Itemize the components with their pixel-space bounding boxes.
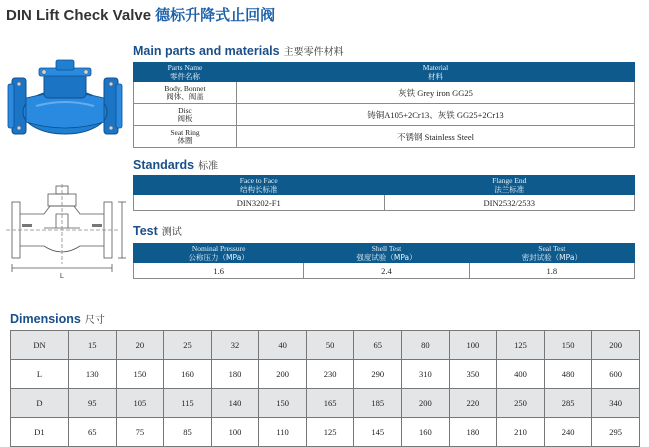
col-shell-zh: 强度试验（MPa） bbox=[356, 253, 417, 262]
col-face-to-face bbox=[134, 176, 385, 195]
row-label: L bbox=[11, 360, 69, 389]
dim-cell: 165 bbox=[306, 389, 354, 418]
dim-cell: 250 bbox=[497, 389, 545, 418]
page-title-zh: 德标升降式止回阀 bbox=[155, 6, 276, 24]
dim-cell: 400 bbox=[497, 360, 545, 389]
dim-cell: 140 bbox=[211, 389, 259, 418]
dim-cell: 310 bbox=[402, 360, 450, 389]
table-row bbox=[134, 104, 635, 126]
standards-table bbox=[133, 175, 635, 211]
part-cell bbox=[134, 82, 237, 104]
dim-cell: 125 bbox=[497, 331, 545, 360]
dim-cell: 180 bbox=[449, 418, 497, 447]
dim-cell: 220 bbox=[449, 389, 497, 418]
dim-cell: 105 bbox=[116, 389, 164, 418]
dim-cell: 125 bbox=[306, 418, 354, 447]
dimensions-row-l bbox=[11, 360, 640, 389]
dim-cell: 350 bbox=[449, 360, 497, 389]
col-material-zh: 材料 bbox=[428, 72, 443, 81]
dim-cell: 340 bbox=[592, 389, 640, 418]
dim-cell: 75 bbox=[116, 418, 164, 447]
dim-cell: 65 bbox=[69, 418, 117, 447]
dim-cell: 150 bbox=[259, 389, 307, 418]
material-cell: 灰铁 Grey iron GG25 bbox=[237, 82, 635, 104]
part-cell bbox=[134, 126, 237, 148]
dim-cell: 230 bbox=[306, 360, 354, 389]
table-row bbox=[134, 82, 635, 104]
dim-cell: 40 bbox=[259, 331, 307, 360]
dim-cell: 150 bbox=[544, 331, 592, 360]
table-row bbox=[134, 126, 635, 148]
col-flange-end bbox=[384, 176, 635, 195]
part-en: Seat Ring bbox=[170, 127, 200, 137]
drawing-label-L: L bbox=[60, 273, 64, 280]
col-shell-test bbox=[304, 244, 469, 263]
part-zh: 阀体、阀盖 bbox=[166, 91, 204, 101]
test-heading-zh: 测试 bbox=[161, 227, 182, 238]
col-shell-en: Shell Test bbox=[371, 244, 402, 253]
col-flange-zh: 法兰标准 bbox=[494, 185, 525, 194]
main-parts-heading-zh: 主要零件材料 bbox=[283, 47, 344, 58]
standards-heading-zh: 标准 bbox=[198, 161, 219, 172]
dim-cell: 20 bbox=[116, 331, 164, 360]
dimensions-row-d1 bbox=[11, 418, 640, 447]
dim-cell: 480 bbox=[544, 360, 592, 389]
main-parts-heading bbox=[133, 42, 344, 60]
part-zh: 体圈 bbox=[177, 135, 193, 145]
seal-value: 1.8 bbox=[469, 263, 634, 279]
material-cell: 铸铜A105+2Cr13、灰铁 GG25+2Cr13 bbox=[237, 104, 635, 126]
part-en: Body, Bonnet bbox=[164, 83, 206, 93]
dim-cell: 180 bbox=[211, 360, 259, 389]
table-row bbox=[134, 195, 635, 211]
col-nominal-pressure bbox=[134, 244, 304, 263]
col-part-name bbox=[134, 63, 237, 82]
shell-value: 2.4 bbox=[304, 263, 469, 279]
row-label: DN bbox=[11, 331, 69, 360]
col-nominal-en: Nominal Pressure bbox=[191, 244, 246, 253]
dim-cell: 160 bbox=[402, 418, 450, 447]
dimensions-heading-zh: 尺寸 bbox=[84, 315, 105, 326]
dim-cell: 285 bbox=[544, 389, 592, 418]
dimensions-heading bbox=[10, 310, 105, 328]
nominal-value: 1.6 bbox=[134, 263, 304, 279]
dim-cell: 600 bbox=[592, 360, 640, 389]
col-material bbox=[237, 63, 635, 82]
standards-heading bbox=[133, 156, 218, 174]
dim-cell: 65 bbox=[354, 331, 402, 360]
dim-cell: 85 bbox=[164, 418, 212, 447]
dim-cell: 25 bbox=[164, 331, 212, 360]
row-label: D bbox=[11, 389, 69, 418]
dim-cell: 100 bbox=[211, 418, 259, 447]
col-seal-en: Seal Test bbox=[538, 244, 566, 253]
material-cell: 不锈钢 Stainless Steel bbox=[237, 126, 635, 148]
col-seal-zh: 密封试验（MPa） bbox=[521, 253, 582, 262]
main-parts-table bbox=[133, 62, 635, 148]
test-heading-en: Test bbox=[133, 224, 158, 238]
dim-cell: 200 bbox=[259, 360, 307, 389]
dim-cell: 100 bbox=[449, 331, 497, 360]
dim-cell: 80 bbox=[402, 331, 450, 360]
valve-section-drawing bbox=[4, 184, 128, 280]
dimensions-row-dn bbox=[11, 331, 640, 360]
dimensions-row-d bbox=[11, 389, 640, 418]
dim-cell: 185 bbox=[354, 389, 402, 418]
dim-cell: 200 bbox=[402, 389, 450, 418]
part-en: Disc bbox=[178, 105, 192, 115]
dim-cell: 240 bbox=[544, 418, 592, 447]
col-material-en: Material bbox=[422, 63, 449, 72]
main-parts-heading-en: Main parts and materials bbox=[133, 44, 280, 58]
part-zh: 阀板 bbox=[177, 113, 193, 123]
test-heading bbox=[133, 222, 182, 240]
page-title bbox=[6, 4, 275, 25]
dim-cell: 150 bbox=[116, 360, 164, 389]
dim-cell: 130 bbox=[69, 360, 117, 389]
col-face-zh: 结构长标准 bbox=[240, 185, 278, 194]
flange-value: DIN2532/2533 bbox=[384, 195, 635, 211]
col-nominal-zh: 公称压力（MPa） bbox=[188, 253, 249, 262]
dim-cell: 115 bbox=[164, 389, 212, 418]
dim-cell: 200 bbox=[592, 331, 640, 360]
dim-cell: 110 bbox=[259, 418, 307, 447]
page-title-en: DIN Lift Check Valve bbox=[6, 7, 152, 24]
dim-cell: 15 bbox=[69, 331, 117, 360]
dim-cell: 50 bbox=[306, 331, 354, 360]
col-face-en: Face to Face bbox=[239, 176, 278, 185]
valve-photo bbox=[6, 58, 124, 150]
row-label: D1 bbox=[11, 418, 69, 447]
dim-cell: 210 bbox=[497, 418, 545, 447]
dim-cell: 295 bbox=[592, 418, 640, 447]
dim-cell: 95 bbox=[69, 389, 117, 418]
col-seal-test bbox=[469, 244, 634, 263]
col-part-name-zh: 零件名称 bbox=[170, 72, 200, 81]
dim-cell: 160 bbox=[164, 360, 212, 389]
face-value: DIN3202-F1 bbox=[134, 195, 385, 211]
part-cell bbox=[134, 104, 237, 126]
dim-cell: 290 bbox=[354, 360, 402, 389]
test-table bbox=[133, 243, 635, 279]
col-flange-en: Flange End bbox=[492, 176, 527, 185]
dimensions-table bbox=[10, 330, 640, 447]
table-row bbox=[134, 263, 635, 279]
standards-heading-en: Standards bbox=[133, 158, 195, 172]
dim-cell: 32 bbox=[211, 331, 259, 360]
dim-cell: 145 bbox=[354, 418, 402, 447]
dimensions-heading-en: Dimensions bbox=[10, 312, 81, 326]
col-part-name-en: Parts Name bbox=[167, 63, 203, 72]
